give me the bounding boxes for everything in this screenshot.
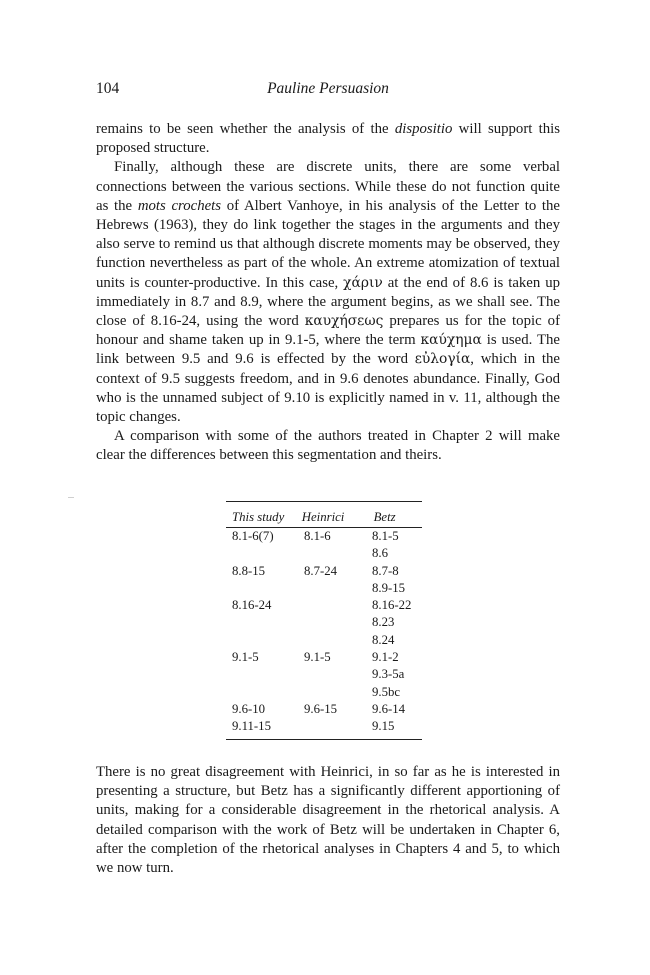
text-run: A comparison with some of the authors treated in Chapter 2 will make clear the differences between this segmentation and theirs.: [96, 428, 560, 464]
table-cell: 9.5bc: [372, 684, 401, 699]
table-cell: 9.3-5a: [372, 667, 405, 682]
table-cell: [226, 580, 304, 597]
greek-term: καύχημα: [420, 332, 482, 349]
table-row: [226, 666, 422, 683]
table-cell: [226, 666, 304, 683]
table-row: [226, 580, 422, 597]
table-cell: 8.16-24: [232, 598, 272, 613]
text-run: is used. The link between 9.5 and 9.6 is effected by the word: [96, 332, 560, 368]
table-cell: 9.6-14: [372, 701, 406, 716]
greek-term: εὐλογία: [414, 351, 471, 368]
table-cell: [304, 666, 372, 683]
table-cell: [304, 614, 372, 631]
text-run: prepares us for the topic of honour and shame taken up in 9.1-5, where the term: [96, 313, 560, 349]
body-text-lower: [96, 763, 560, 878]
table-cell: 8.9-15: [372, 580, 406, 595]
table-row: [226, 649, 422, 666]
table-body: [226, 528, 422, 736]
greek-term: καυχήσεως: [304, 313, 384, 330]
table-cell: 9.6-15: [304, 701, 338, 716]
margin-mark: [68, 497, 74, 498]
table-cell: [304, 545, 372, 562]
text-run: at the end of 8.6 is taken up immediately in 8.7 and 8.9, where the argument begins, as we shall see. The close of 8.16-24, using the word: [96, 274, 560, 330]
paragraph: [96, 763, 560, 878]
table-row: [226, 632, 422, 649]
table-cell: 8.1-5: [372, 529, 399, 543]
table-cell: 9.1-5: [232, 650, 259, 665]
table-cell: [304, 580, 372, 597]
paragraph: [96, 120, 560, 158]
table-header-cell: Betz: [373, 510, 396, 524]
table-row: [226, 718, 422, 735]
table-cell: 9.1-5: [304, 650, 331, 665]
table-cell: 8.7-8: [372, 563, 399, 578]
table-cell: 8.6: [372, 546, 388, 561]
table-cell: 8.16-22: [372, 598, 412, 613]
table-cell: 8.1-6(7): [232, 529, 274, 543]
table-header-cell: This study: [232, 510, 285, 524]
paragraph: [96, 427, 560, 465]
table-row: [226, 614, 422, 631]
text-run: of Albert Vanhoye, in his analysis of the Letter to the Hebrews (1963), they do link together the stages in the arguments and they also serve to remind us that although discrete moments may be observed, they function nevertheless as part of the whole. An extreme atomization of textual units is counter-productive. In this case,: [96, 197, 560, 291]
italic-phrase: dispositio: [394, 121, 453, 137]
table-row: [226, 563, 422, 580]
table-cell: [304, 718, 372, 735]
table-cell: [304, 684, 372, 701]
table-cell: 9.6-10: [232, 701, 266, 716]
table-cell: [226, 632, 304, 649]
paragraph: [96, 158, 560, 427]
table-cell: [304, 597, 372, 614]
table-row: [226, 545, 422, 562]
segmentation-table: [226, 501, 422, 740]
table-row: [226, 528, 422, 545]
text-run: Finally, although these are discrete units, there are some verbal connections between the various sections. While these do not function quite as the: [96, 159, 560, 214]
text-run: remains to be seen whether the analysis of the: [96, 121, 395, 137]
table-cell: [226, 614, 304, 631]
table-cell: 9.11-15: [232, 719, 271, 734]
table-cell: 8.23: [372, 615, 395, 630]
page-header: [96, 80, 560, 104]
italic-phrase: mots crochets: [137, 197, 222, 214]
table-cell: [226, 684, 304, 701]
page-number: 104: [96, 80, 120, 97]
table-row: [226, 597, 422, 614]
table-cell: 8.8-15: [232, 563, 266, 578]
table-cell: 8.7-24: [304, 563, 338, 578]
table-cell: 9.1-2: [372, 650, 399, 665]
table-cell: 8.24: [372, 632, 395, 647]
greek-term: χάριν: [343, 274, 383, 291]
table-header: [226, 502, 422, 525]
table-cell: [304, 632, 372, 649]
table-bottom-rule: [226, 739, 422, 740]
table-cell: 9.15: [372, 719, 395, 734]
body-text-upper: [96, 120, 560, 466]
text-run: , which in the context of 9.5 suggests freedom, and in 9.6 denotes abundance. Finally, God who is the unnamed subject of 9.10 is explicitly named in v. 11, although the topic changes.: [96, 351, 561, 426]
text-run: will support this proposed structure.: [96, 121, 560, 157]
running-title: Pauline Persuasion: [267, 80, 389, 97]
table-cell: 8.1-6: [304, 529, 331, 543]
table-row: [226, 684, 422, 701]
text-run: There is no great disagreement with Heinrici, in so far as he is interested in presenting a structure, but Betz has a significantly different apportioning of units, making for a considerable disagreement in the rhetorical analysis. A detailed comparison with the work of Betz will be undertaken in Chapter 6, after the completion of the rhetorical analyses in Chapters 4 and 5, to which we now turn.: [96, 764, 560, 877]
table-cell: [226, 545, 304, 562]
table-header-cell: Heinrici: [301, 510, 345, 524]
table-row: [226, 701, 422, 718]
